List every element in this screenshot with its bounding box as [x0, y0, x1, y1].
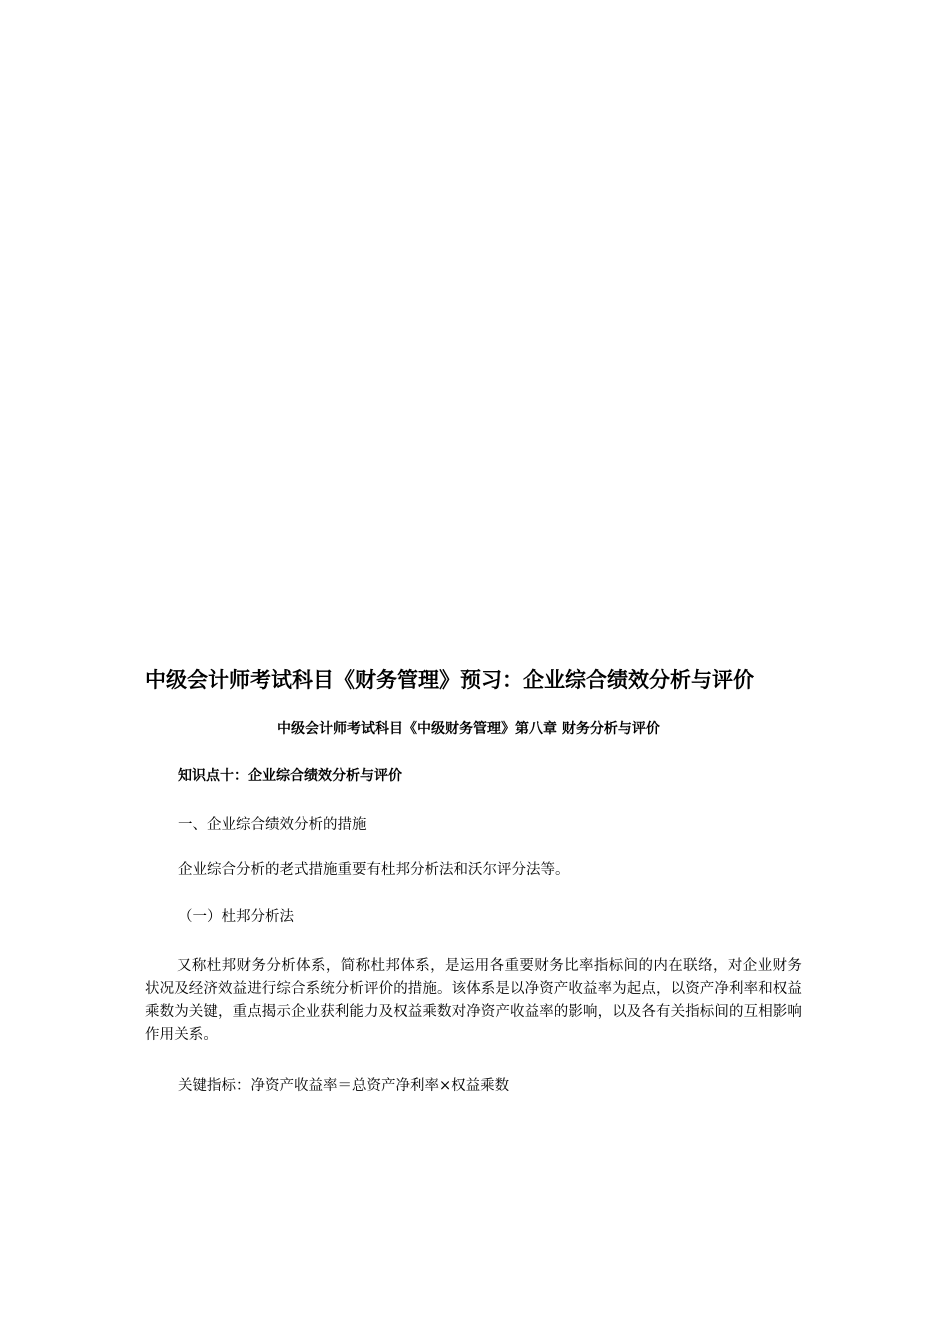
- intro-paragraph: 企业综合分析的老式措施重要有杜邦分析法和沃尔评分法等。: [178, 862, 570, 878]
- key-indicator-formula: 关键指标：净资产收益率＝总资产净利率×权益乘数: [178, 1078, 510, 1094]
- knowledge-point-heading: 知识点十：企业综合绩效分析与评价: [178, 768, 402, 784]
- subsection-heading-dupont: （一）杜邦分析法: [178, 909, 294, 925]
- dupont-description-paragraph: 又称杜邦财务分析体系，简称杜邦体系，是运用各重要财务比率指标间的内在联络，对企业财务状况及经济效益进行综合系统分析评价的措施。该体系是以净资产收益率为起点，以资产净利率和权益乘数为关键，重点揭示企业获利能力及权益乘数对净资产收益率的影响，以及各有关指标间的互相影响作用关系。: [145, 958, 802, 1043]
- section-heading-measures: 一、企业综合绩效分析的措施: [178, 817, 367, 833]
- chapter-subtitle: 中级会计师考试科目《中级财务管理》第八章 财务分析与评价: [277, 721, 660, 737]
- document-title: 中级会计师考试科目《财务管理》预习：企业综合绩效分析与评价: [145, 668, 754, 692]
